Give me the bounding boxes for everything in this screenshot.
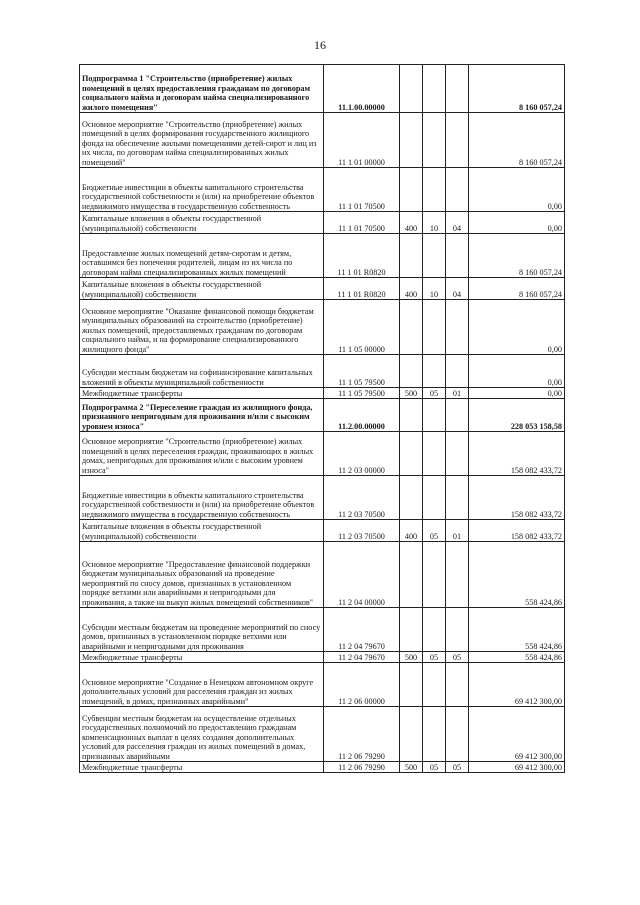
cell-code: 11 1 01 70500 xyxy=(324,168,400,212)
cell-rz xyxy=(423,663,446,707)
table-row xyxy=(80,388,565,399)
cell-pr xyxy=(446,113,469,168)
cell-rz xyxy=(423,399,446,432)
cell-code: 11 2 06 79290 xyxy=(324,762,400,773)
table-row xyxy=(80,520,565,542)
cell-name: Предоставление жилых помещений детям-сиротам и детям, оставшимся без попечения родителей, лицам из их числа по договорам найма специализированных жилых помещений xyxy=(80,234,324,278)
cell-pr xyxy=(446,399,469,432)
budget-table xyxy=(79,64,565,773)
cell-sum: 228 053 158,58 xyxy=(469,399,565,432)
cell-code: 11 1 05 79500 xyxy=(324,388,400,399)
cell-rz xyxy=(423,65,446,113)
cell-code: 11 1 01 00000 xyxy=(324,113,400,168)
cell-vr xyxy=(400,355,423,388)
cell-name: Бюджетные инвестиции в объекты капитального строительства государственной собственности и (или) на приобретение объектов недвижимого имущества в государственную собственность xyxy=(80,168,324,212)
cell-sum: 0,00 xyxy=(469,388,565,399)
cell-name: Субсидии местным бюджетам на софинансирование капитальных вложений в объекты муниципальной собственности xyxy=(80,355,324,388)
cell-vr: 500 xyxy=(400,388,423,399)
table-row xyxy=(80,65,565,113)
page-number: 16 xyxy=(314,38,326,52)
cell-pr: 04 xyxy=(446,212,469,234)
cell-rz xyxy=(423,432,446,476)
cell-name: Бюджетные инвестиции в объекты капитального строительства государственной собственности и (или) на приобретение объектов недвижимого имущества в государственную собственность xyxy=(80,476,324,520)
cell-sum: 8 160 057,24 xyxy=(469,113,565,168)
cell-rz xyxy=(423,355,446,388)
cell-rz xyxy=(423,113,446,168)
table-row xyxy=(80,652,565,663)
cell-rz: 05 xyxy=(423,388,446,399)
cell-vr xyxy=(400,663,423,707)
cell-code: 11 2 03 00000 xyxy=(324,432,400,476)
cell-vr xyxy=(400,65,423,113)
cell-sum: 69 412 300,00 xyxy=(469,663,565,707)
cell-pr xyxy=(446,168,469,212)
cell-sum: 158 082 433,72 xyxy=(469,520,565,542)
table-row xyxy=(80,399,565,432)
cell-vr xyxy=(400,542,423,608)
cell-name: Основное мероприятие "Предоставление финансовой поддержки бюджетам муниципальных образований на проведение мероприятий по сносу домов, признанных в установленном порядке ветхими или аварийными и непригодными для проживания, а также на выкуп жилых помещений собственников" xyxy=(80,542,324,608)
cell-code: 11 2 04 79670 xyxy=(324,608,400,652)
table-row xyxy=(80,663,565,707)
cell-rz: 05 xyxy=(423,520,446,542)
cell-pr xyxy=(446,663,469,707)
cell-name: Капитальные вложения в объекты государственной (муниципальной) собственности xyxy=(80,278,324,300)
cell-code: 11 2 04 00000 xyxy=(324,542,400,608)
cell-code: 11 2 06 79290 xyxy=(324,707,400,762)
cell-name: Основное мероприятие "Создание в Ненецком автономном округе дополнительных условий для расселения граждан из жилых помещений, в домах, признанных аварийными" xyxy=(80,663,324,707)
cell-pr: 05 xyxy=(446,652,469,663)
cell-rz xyxy=(423,608,446,652)
cell-name: Основное мероприятие "Строительство (приобретение) жилых помещений в целях формирования государственного жилищного фонда на обеспечение жилыми помещениями детей-сирот и лиц из их числа, по договорам найма специализированных жилых помещений" xyxy=(80,113,324,168)
cell-vr xyxy=(400,476,423,520)
cell-name: Межбюджетные трансферты xyxy=(80,652,324,663)
table-row xyxy=(80,608,565,652)
cell-sum: 558 424,86 xyxy=(469,652,565,663)
cell-pr xyxy=(446,65,469,113)
cell-pr xyxy=(446,300,469,355)
cell-vr xyxy=(400,707,423,762)
cell-code: 11 1 05 00000 xyxy=(324,300,400,355)
cell-sum: 0,00 xyxy=(469,355,565,388)
cell-sum: 0,00 xyxy=(469,168,565,212)
cell-pr xyxy=(446,355,469,388)
cell-rz: 05 xyxy=(423,652,446,663)
cell-code: 11 2 03 70500 xyxy=(324,476,400,520)
table-row xyxy=(80,542,565,608)
cell-name: Межбюджетные трансферты xyxy=(80,388,324,399)
cell-vr xyxy=(400,300,423,355)
cell-rz xyxy=(423,542,446,608)
cell-vr: 400 xyxy=(400,212,423,234)
cell-code: 11.1.00.00000 xyxy=(324,65,400,113)
cell-code: 11 2 06 00000 xyxy=(324,663,400,707)
cell-code: 11.2.00.00000 xyxy=(324,399,400,432)
cell-name: Подпрограмма 1 "Строительство (приобретение) жилых помещений в целях предоставления гражданам по договорам социального найма и договорам найма специализированного жилого помещения" xyxy=(80,65,324,113)
cell-vr: 400 xyxy=(400,520,423,542)
cell-pr: 05 xyxy=(446,762,469,773)
cell-sum: 158 082 433,72 xyxy=(469,432,565,476)
cell-pr xyxy=(446,542,469,608)
cell-name: Капитальные вложения в объекты государственной (муниципальной) собственности xyxy=(80,520,324,542)
cell-code: 11 1 01 R0820 xyxy=(324,278,400,300)
cell-sum: 158 082 433,72 xyxy=(469,476,565,520)
cell-rz: 10 xyxy=(423,278,446,300)
cell-vr: 500 xyxy=(400,652,423,663)
cell-rz: 05 xyxy=(423,762,446,773)
table-row xyxy=(80,432,565,476)
cell-pr: 04 xyxy=(446,278,469,300)
cell-pr xyxy=(446,476,469,520)
cell-code: 11 2 03 70500 xyxy=(324,520,400,542)
table-row xyxy=(80,113,565,168)
cell-name: Основное мероприятие "Оказание финансовой помощи бюджетам муниципальных образований на строительство (приобретение) жилых помещений, предоставляемых гражданам по договорам социального найма, и на формирование специализированного жилищного фонда" xyxy=(80,300,324,355)
cell-sum: 558 424,86 xyxy=(469,608,565,652)
cell-rz xyxy=(423,300,446,355)
cell-sum: 8 160 057,24 xyxy=(469,65,565,113)
table-row xyxy=(80,707,565,762)
cell-code: 11 1 01 R0820 xyxy=(324,234,400,278)
cell-pr xyxy=(446,608,469,652)
cell-name: Подпрограмма 2 "Переселение граждан из жилищного фонда, признанного непригодным для проживания и/или с высоким уровнем износа" xyxy=(80,399,324,432)
cell-pr xyxy=(446,432,469,476)
cell-name: Межбюджетные трансферты xyxy=(80,762,324,773)
table-row xyxy=(80,355,565,388)
cell-vr xyxy=(400,608,423,652)
cell-rz: 10 xyxy=(423,212,446,234)
cell-rz xyxy=(423,707,446,762)
cell-vr xyxy=(400,168,423,212)
cell-vr xyxy=(400,399,423,432)
table-row xyxy=(80,234,565,278)
cell-rz xyxy=(423,476,446,520)
table-body xyxy=(80,65,565,773)
cell-name: Основное мероприятие "Строительство (приобретение) жилых помещений в целях переселения граждан, проживающих в жилых домах, непригодных для проживания и/или с высоким уровнем износа" xyxy=(80,432,324,476)
cell-sum: 69 412 300,00 xyxy=(469,707,565,762)
cell-pr xyxy=(446,707,469,762)
cell-vr: 400 xyxy=(400,278,423,300)
table-row xyxy=(80,168,565,212)
cell-code: 11 1 05 79500 xyxy=(324,355,400,388)
cell-code: 11 2 04 79670 xyxy=(324,652,400,663)
table-row xyxy=(80,300,565,355)
cell-name: Субсидии местным бюджетам на проведение мероприятий по сносу домов, признанных в установленном порядке ветхими или аварийными и непригодными для проживания xyxy=(80,608,324,652)
cell-sum: 0,00 xyxy=(469,212,565,234)
cell-rz xyxy=(423,234,446,278)
cell-vr: 500 xyxy=(400,762,423,773)
cell-pr: 01 xyxy=(446,520,469,542)
table-row xyxy=(80,278,565,300)
table-row xyxy=(80,762,565,773)
table-row xyxy=(80,476,565,520)
cell-rz xyxy=(423,168,446,212)
cell-name: Субвенции местным бюджетам на осуществление отдельных государственных полномочий по предоставлению гражданам компенсационных выплат в целях создания дополнительных условий для расселения граждан из жилых помещений в домах, признанных аварийными xyxy=(80,707,324,762)
cell-pr: 01 xyxy=(446,388,469,399)
cell-vr xyxy=(400,113,423,168)
cell-sum: 558 424,86 xyxy=(469,542,565,608)
cell-code: 11 1 01 70500 xyxy=(324,212,400,234)
table-row xyxy=(80,212,565,234)
cell-sum: 69 412 300,00 xyxy=(469,762,565,773)
cell-vr xyxy=(400,432,423,476)
cell-pr xyxy=(446,234,469,278)
cell-name: Капитальные вложения в объекты государственной (муниципальной) собственности xyxy=(80,212,324,234)
cell-sum: 8 160 057,24 xyxy=(469,234,565,278)
cell-vr xyxy=(400,234,423,278)
cell-sum: 8 160 057,24 xyxy=(469,278,565,300)
cell-sum: 0,00 xyxy=(469,300,565,355)
